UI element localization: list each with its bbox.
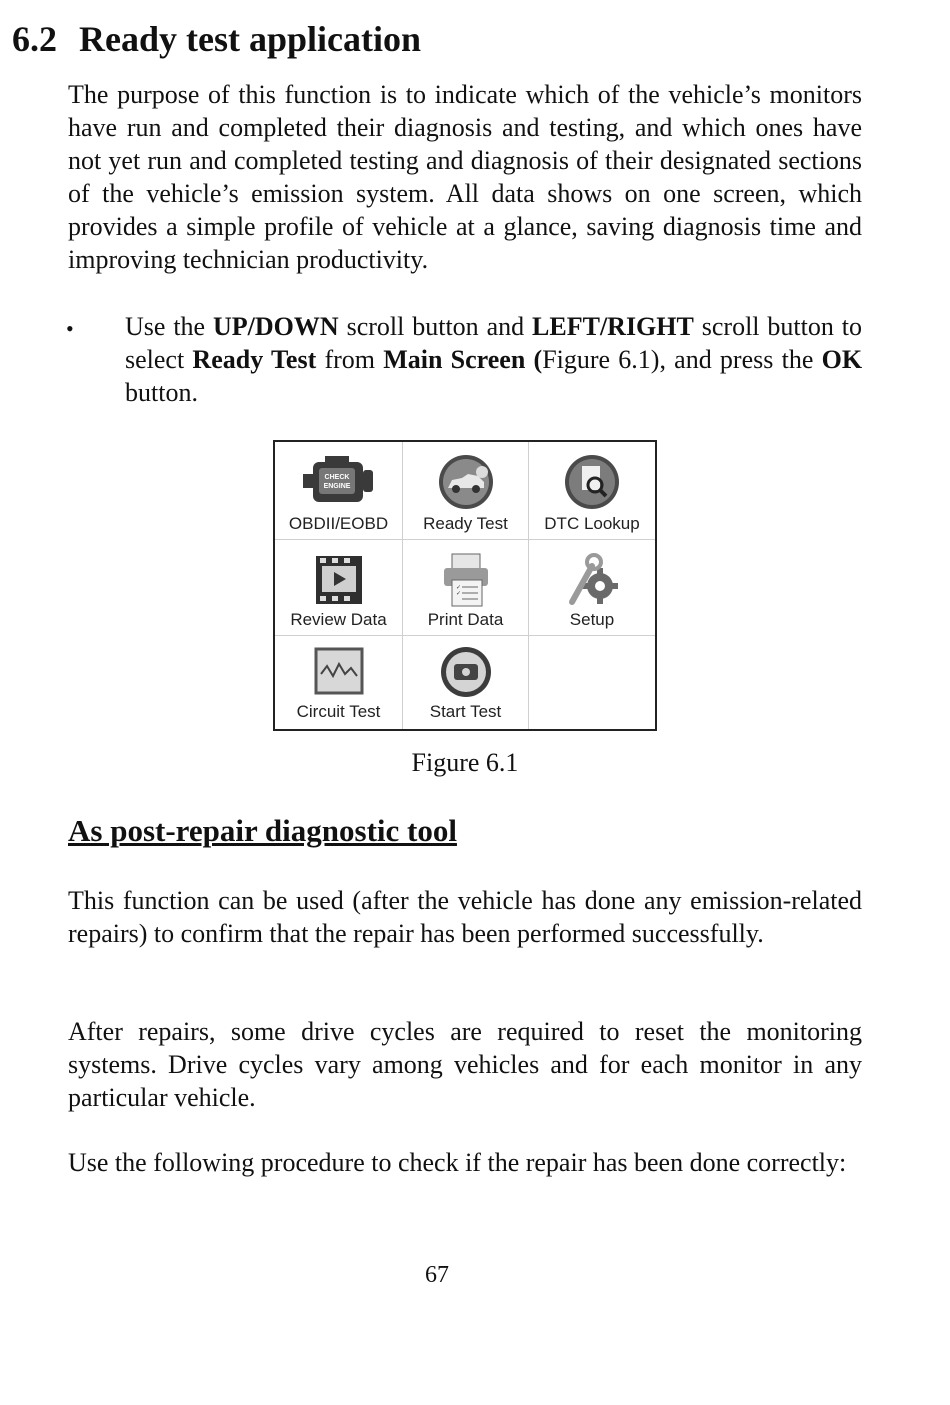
section-title: Ready test application <box>79 19 421 59</box>
svg-text:✓: ✓ <box>455 591 461 597</box>
menu-item-label: OBDII/EOBD <box>288 514 389 533</box>
start-test-icon <box>438 644 494 700</box>
menu-item-review-data[interactable] <box>275 540 403 636</box>
subheading: As post-repair diagnostic tool <box>68 813 457 848</box>
menu-item-ready-test[interactable] <box>403 442 529 540</box>
wrench-gear-icon <box>562 552 622 608</box>
menu-item-label: Start Test <box>429 702 502 721</box>
menu-item-print-data[interactable] <box>403 540 529 636</box>
menu-item-label: Circuit Test <box>296 702 381 721</box>
menu-item-label: DTC Lookup <box>544 514 640 533</box>
main-screen-figure <box>273 440 657 731</box>
dtc-lookup-icon <box>562 452 622 512</box>
svg-text:✓: ✓ <box>455 585 461 591</box>
paragraph-drive-cycles: After repairs, some drive cycles are required to reset the monitoring systems. Drive cycles vary among vehicles and for each monitor in any particular vehicle. <box>68 1017 862 1112</box>
left-right-keyword: LEFT/RIGHT <box>532 312 694 341</box>
paragraph-post-repair: This function can be used (after the vehicle has done any emission-related repairs) to confirm that the repair has been performed successfully. <box>68 886 862 948</box>
review-data-film-icon <box>312 552 366 608</box>
menu-item-circuit-test[interactable] <box>275 636 403 729</box>
text-run: from <box>316 345 384 374</box>
paragraph-procedure: Use the following procedure to check if the repair has been done correctly: <box>68 1148 847 1177</box>
bullet-instruction <box>125 310 862 409</box>
page-number: 67 <box>425 1262 449 1288</box>
menu-item-label: Review Data <box>290 610 387 629</box>
menu-item-empty <box>529 636 655 729</box>
svg-text:ENGINE: ENGINE <box>323 483 350 490</box>
main-screen-keyword: Main Screen ( <box>383 345 543 374</box>
figure-caption: Figure 6.1 <box>411 748 519 777</box>
menu-item-setup[interactable] <box>529 540 655 636</box>
text-run: scroll button and <box>338 312 533 341</box>
ok-keyword: OK <box>821 345 863 374</box>
ready-test-car-icon <box>436 452 496 512</box>
menu-item-label: Setup <box>569 610 615 629</box>
menu-item-start-test[interactable] <box>403 636 529 729</box>
section-number: 6.2 <box>12 19 57 59</box>
section-heading <box>12 18 421 60</box>
menu-item-label: Print Data <box>427 610 504 629</box>
intro-paragraph: The purpose of this function is to indicate which of the vehicle’s monitors have run and completed their diagnosis and testing, and which ones have not yet run and completed testing and diagnosis of their designated sections of the vehicle’s emission system. All data shows on one screen, which provides a simple profile of vehicle at a glance, saving diagnosis time and improving technician productivity. <box>68 80 862 274</box>
bullet-marker: • <box>66 316 74 341</box>
menu-item-dtc-lookup[interactable] <box>529 442 655 540</box>
printer-icon <box>438 552 494 608</box>
ready-test-keyword: Ready Test <box>192 345 317 374</box>
check-engine-icon <box>301 454 377 512</box>
text-run: button. <box>125 378 198 407</box>
text-run: Figure 6.1), and press the <box>542 345 822 374</box>
oscilloscope-icon <box>313 646 365 696</box>
text-run: scroll button to select <box>125 312 862 374</box>
menu-item-label: Ready Test <box>423 514 508 533</box>
text-run: Use the <box>125 312 213 341</box>
svg-text:CHECK: CHECK <box>324 474 349 481</box>
menu-item-obdii[interactable] <box>275 442 403 540</box>
up-down-keyword: UP/DOWN <box>213 312 339 341</box>
